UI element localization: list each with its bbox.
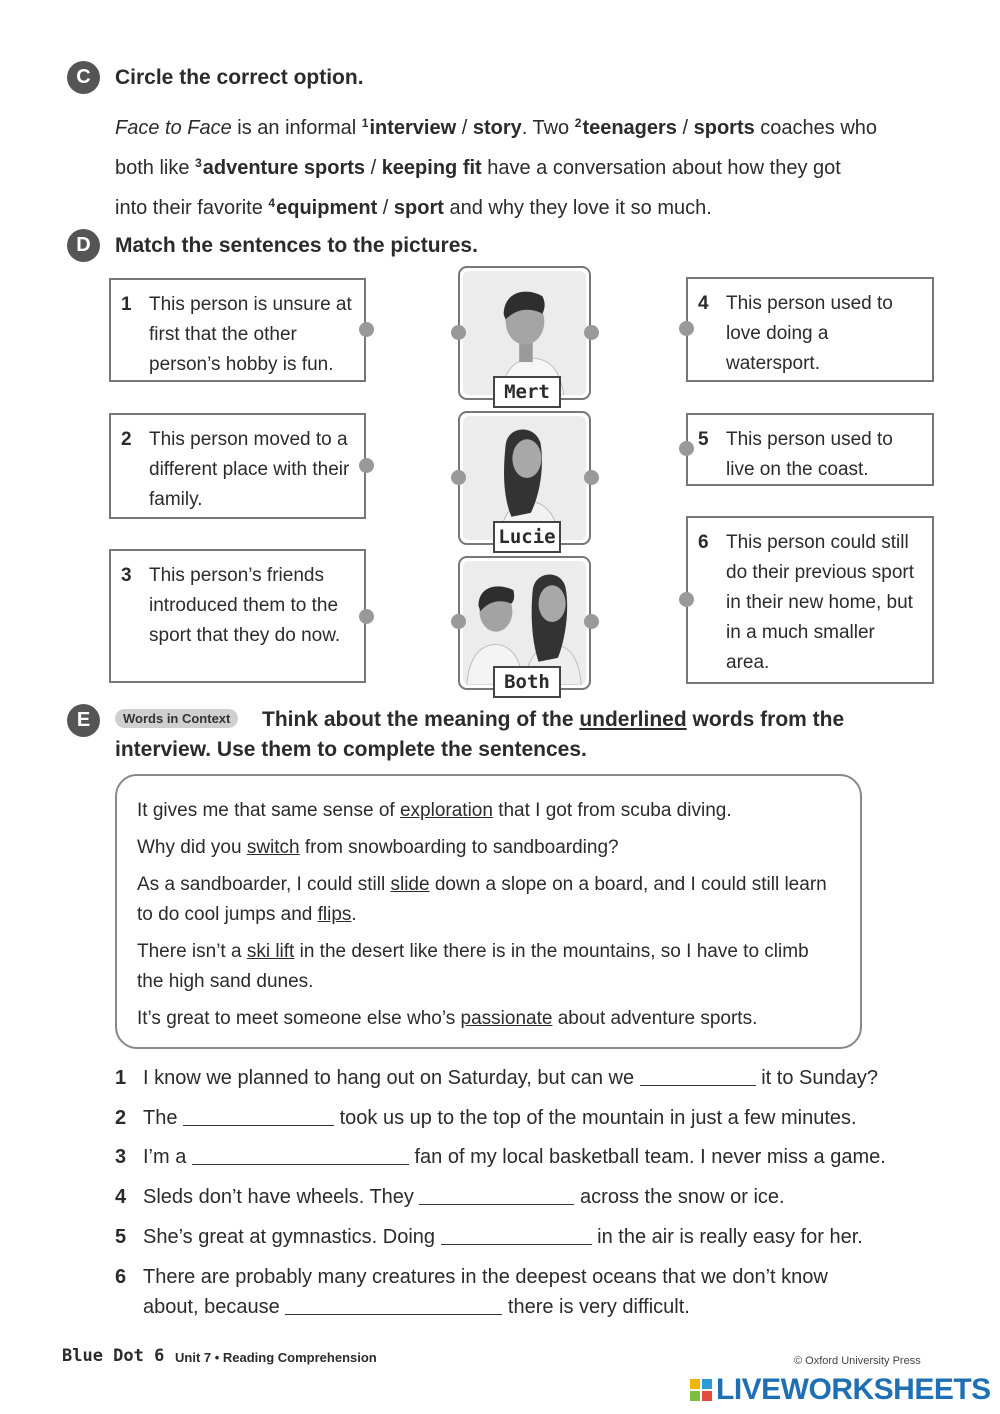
match-dot-mert-left[interactable]	[451, 325, 466, 340]
quotes-box	[115, 774, 862, 1049]
picture-label-mert: Mert	[493, 376, 561, 408]
exercise-item-6: 6 There are probably many creatures in the deepest oceans that we don’t know about, because there is very difficult.	[115, 1266, 828, 1318]
answer-blank-6[interactable]	[285, 1295, 502, 1315]
footer-brand: Blue Dot 6	[62, 1346, 165, 1366]
paragraph-line-1: Face to Face is an informal $^1$interview / story. Two $^2$teenagers / sports coaches who	[115, 116, 878, 139]
sentence-box-6: 6 This person could still do their previous sport in their new home, but in a much smaller area.	[686, 516, 934, 684]
section-e-badge: E	[67, 704, 100, 737]
liveworksheets-text: LIVEWORKSHEETS	[716, 1373, 991, 1406]
option-story[interactable]: story	[472, 117, 522, 139]
match-dot-lucie-right[interactable]	[584, 470, 599, 485]
quote-2: Why did you switch from snowboarding to sandboarding?	[137, 837, 619, 858]
match-dot-both-right[interactable]	[584, 614, 599, 629]
paragraph-line-2: both like $^3$adventure sports / keeping fit have a conversation about how they got	[115, 156, 841, 179]
option-interview[interactable]: interview	[369, 117, 457, 139]
exercise-item-4: 4 Sleds don’t have wheels. They across the snow or ice.	[115, 1186, 785, 1208]
answer-blank-3[interactable]	[192, 1145, 409, 1165]
option-keeping-fit[interactable]: keeping fit	[381, 157, 482, 179]
section-d-badge: D	[67, 229, 100, 262]
sentence-box-2: 2 This person moved to a different place with their family.	[109, 413, 366, 519]
option-teenagers[interactable]: teenagers	[582, 117, 677, 139]
section-c-badge: C	[67, 61, 100, 94]
match-dot-mert-right[interactable]	[584, 325, 599, 340]
exercise-item-3: 3 I’m a fan of my local basketball team. I never miss a game.	[115, 1146, 886, 1168]
match-dot-sentence-2[interactable]	[359, 458, 374, 473]
sentence-box-5: 5 This person used to live on the coast.	[686, 413, 934, 486]
picture-label-both: Both	[493, 666, 561, 698]
option-adventure-sports[interactable]: adventure sports	[202, 157, 366, 179]
quote-1: It gives me that same sense of exploration that I got from scuba diving.	[137, 800, 732, 821]
answer-blank-5[interactable]	[441, 1225, 592, 1245]
option-sports[interactable]: sports	[693, 117, 755, 139]
sentence-box-3: 3 This person’s friends introduced them to the sport that they do now.	[109, 549, 366, 683]
match-dot-sentence-4[interactable]	[679, 321, 694, 336]
exercise-item-2: 2 The took us up to the top of the mountain in just a few minutes.	[115, 1107, 857, 1129]
picture-both	[458, 556, 591, 693]
match-dot-both-left[interactable]	[451, 614, 466, 629]
match-dot-sentence-6[interactable]	[679, 592, 694, 607]
liveworksheets-logo[interactable]	[690, 1373, 991, 1407]
answer-blank-2[interactable]	[183, 1106, 334, 1126]
match-dot-lucie-left[interactable]	[451, 470, 466, 485]
footer-unit: Unit 7 • Reading Comprehension	[175, 1350, 377, 1365]
section-e-title: Think about the meaning of the underlined words from the interview. Use them to complete the sentences.	[115, 708, 845, 761]
exercise-item-5: 5 She’s great at gymnastics. Doing in the air is really easy for her.	[115, 1226, 863, 1248]
sentence-box-1: 1 This person is unsure at first that the other person’s hobby is fun.	[109, 278, 366, 382]
section-c-paragraph	[115, 106, 935, 226]
sentence-box-4: 4 This person used to love doing a watersport.	[686, 277, 934, 382]
quote-4: There isn’t a ski lift in the desert like there is in the mountains, so I have to climb the high sand dunes.	[137, 941, 809, 992]
picture-mert	[458, 266, 591, 403]
section-c-title: Circle the correct option.	[115, 66, 364, 89]
match-dot-sentence-1[interactable]	[359, 322, 374, 337]
option-sport[interactable]: sport	[393, 197, 444, 219]
picture-label-lucie: Lucie	[493, 521, 561, 553]
match-dot-sentence-3[interactable]	[359, 609, 374, 624]
exercise-item-1: 1 I know we planned to hang out on Saturday, but can we it to Sunday?	[115, 1067, 878, 1089]
quote-3: As a sandboarder, I could still slide down a slope on a board, and I could still learn to do cool jumps and flips.	[137, 874, 827, 925]
option-equipment[interactable]: equipment	[276, 197, 378, 219]
footer-copyright: © Oxford University Press	[794, 1355, 921, 1367]
match-dot-sentence-5[interactable]	[679, 441, 694, 456]
answer-blank-1[interactable]	[640, 1066, 756, 1086]
words-in-context-tag: Words in Context	[115, 709, 238, 728]
quote-5: It’s great to meet someone else who’s passionate about adventure sports.	[137, 1008, 758, 1029]
liveworksheets-logo-icon	[690, 1379, 712, 1401]
answer-blank-4[interactable]	[419, 1185, 574, 1205]
picture-lucie	[458, 411, 591, 548]
section-d-title: Match the sentences to the pictures.	[115, 234, 478, 257]
paragraph-line-3: into their favorite $^4$equipment / sport and why they love it so much.	[115, 196, 712, 219]
